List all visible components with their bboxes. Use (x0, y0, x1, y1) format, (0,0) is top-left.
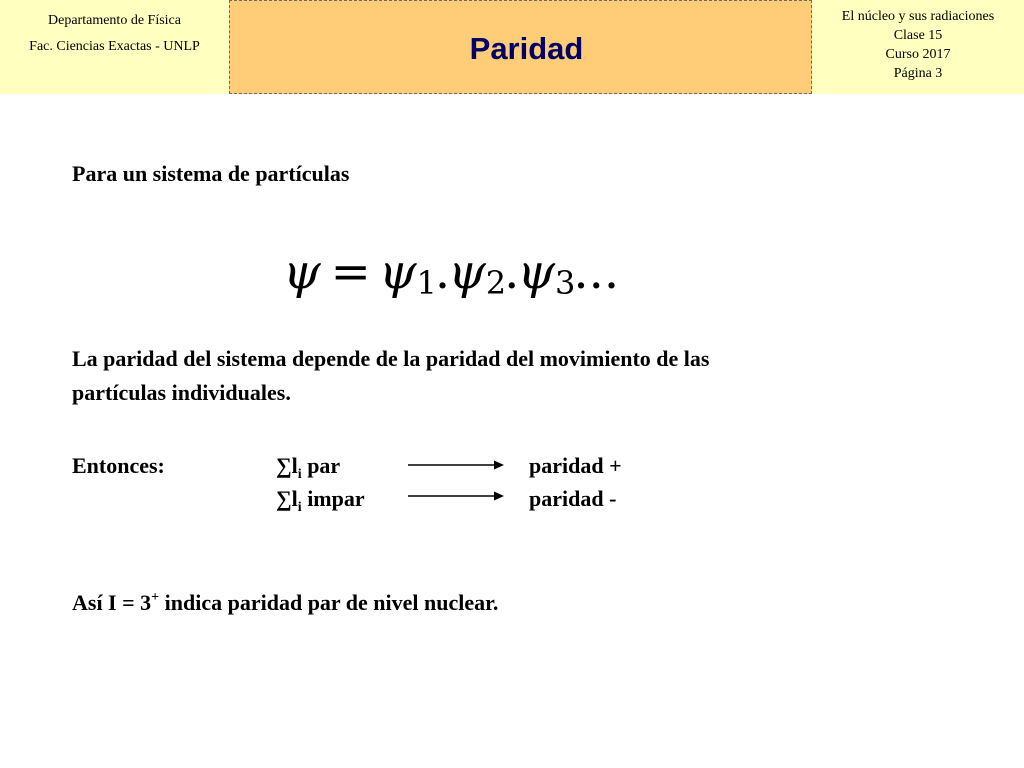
entonces-label: Entonces: (72, 453, 165, 478)
faculty-label: Fac. Ciencias Exactas - UNLP (29, 39, 200, 54)
formula-equals: = (330, 244, 371, 300)
formula-psi: ψ (283, 244, 321, 300)
condition-par: par (301, 453, 341, 478)
formula-psi-2: ψ (448, 244, 486, 300)
sum-l-symbol: ∑l (276, 486, 298, 511)
formula-subscript-3: 3 (555, 264, 576, 302)
paragraph-line-2: partículas individuales. (72, 380, 291, 405)
formula-psi-1: ψ (378, 244, 417, 300)
subscript-i: i (297, 500, 302, 515)
rule-even-condition (276, 453, 340, 483)
arrow-right-icon (408, 459, 504, 471)
arrow-right-icon (408, 490, 504, 502)
course-subject-label: El núcleo y sus radiaciones (841, 9, 995, 24)
sum-l-symbol: ∑l (276, 453, 298, 478)
formula-subscript-2: 2 (485, 264, 507, 302)
paragraph-line-1: La paridad del sistema depende de la paridad del movimiento de las (72, 346, 710, 371)
class-label: Clase 15 (893, 28, 943, 43)
superscript-plus: + (151, 590, 160, 605)
header-right-panel (812, 0, 1024, 94)
wavefunction-formula (283, 232, 643, 312)
header-title-panel (229, 0, 812, 94)
page-number-label: Página 3 (893, 66, 943, 81)
formula-dot-2: . (504, 244, 520, 300)
conclusion-prefix: Así I = 3 (72, 590, 152, 615)
rule-odd-condition (276, 486, 365, 516)
conclusion-suffix: indica paridad par de nivel nuclear. (159, 590, 499, 615)
formula-subscript-1: 1 (416, 264, 437, 302)
formula-psi-3: ψ (517, 244, 556, 300)
intro-text: Para un sistema de partículas (72, 161, 350, 186)
condition-impar: impar (301, 486, 365, 511)
result-odd-parity: paridad - (529, 486, 617, 511)
formula-dot-1: . (434, 244, 451, 300)
course-year-label: Curso 2017 (885, 47, 951, 62)
department-label: Departamento de Física (48, 13, 181, 28)
subscript-i: i (297, 467, 302, 482)
formula-ellipsis: ... (573, 244, 620, 300)
result-even-parity: paridad + (529, 453, 622, 478)
conclusion-text (72, 590, 498, 616)
page-title: Paridad (469, 31, 584, 66)
header-left-panel (0, 0, 229, 94)
